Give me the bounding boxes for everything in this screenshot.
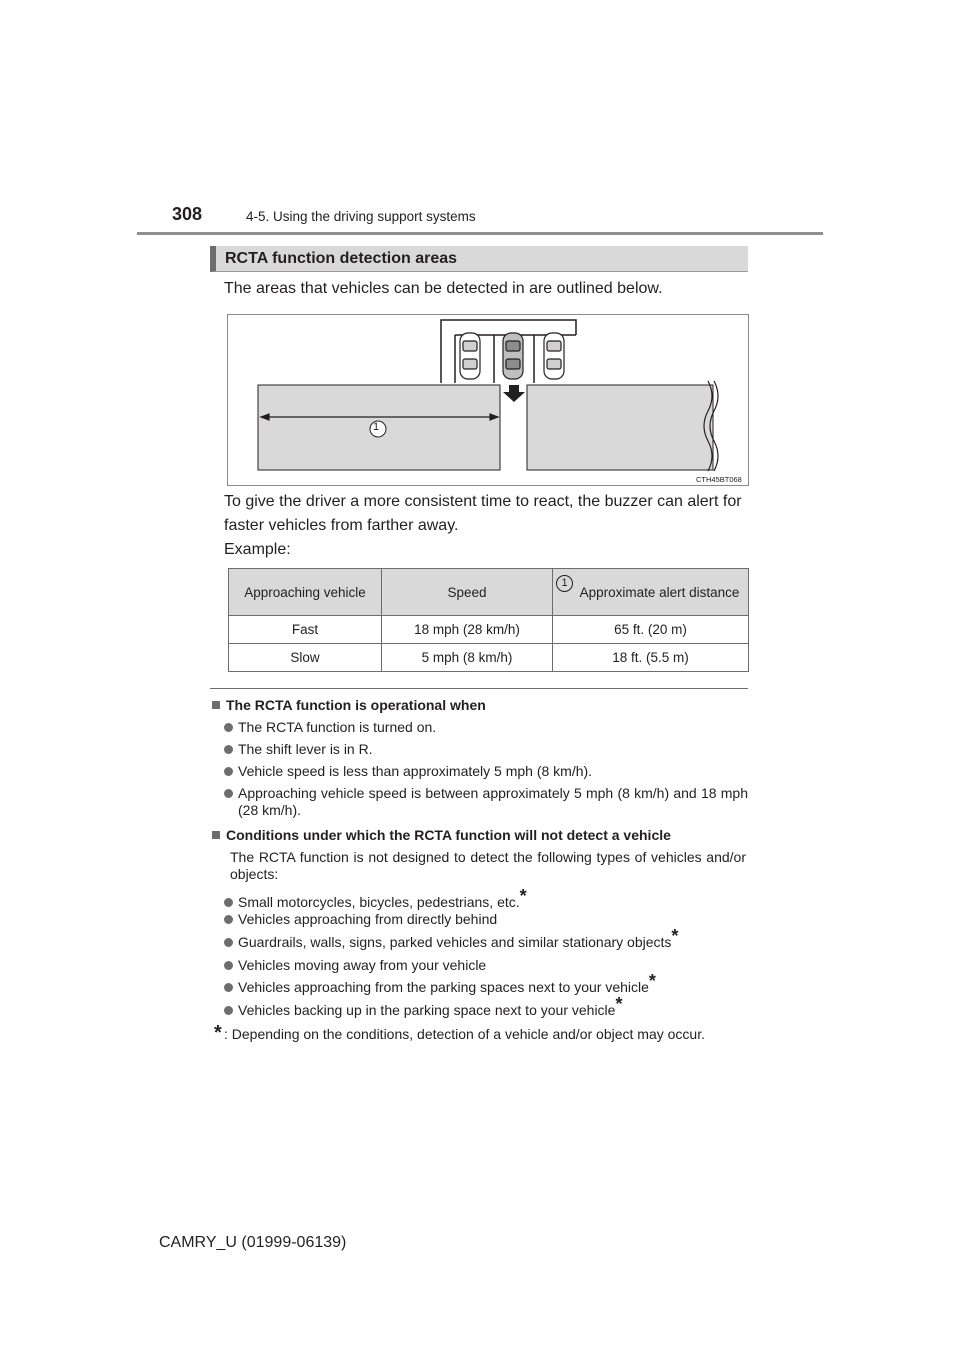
intro-text: The areas that vehicles can be detected in are outlined below. (224, 280, 663, 297)
col-header-distance-label: Approximate alert distance (579, 584, 740, 600)
chapter-title: 4-5. Using the driving support systems (246, 209, 476, 224)
bullet-icon (224, 983, 233, 992)
table-cell: 18 mph (28 km/h) (382, 616, 553, 644)
square-bullet-icon (212, 831, 220, 839)
list-item-text: The shift lever is in R. (238, 741, 373, 757)
col-header-vehicle: Approaching vehicle (229, 569, 382, 616)
list-item-text: Vehicles backing up in the parking space next to your vehicle (238, 1002, 616, 1018)
conditions-heading (212, 827, 671, 843)
page-number: 308 (172, 204, 203, 224)
bullet-icon (224, 745, 233, 754)
header-rule (137, 232, 823, 235)
bullet-icon (224, 789, 233, 798)
list-item (224, 957, 486, 973)
detection-area-figure (227, 314, 749, 486)
own-vehicle (503, 333, 523, 379)
footer-doc-id: CAMRY_U (01999-06139) (159, 1234, 347, 1251)
section-title: RCTA function detection areas (225, 250, 458, 267)
asterisk-mark: * (519, 886, 527, 906)
asterisk-mark: * (671, 926, 679, 946)
list-item (224, 994, 623, 1018)
list-item-text: Vehicles approaching from directly behind (238, 911, 498, 927)
bullet-icon (224, 723, 233, 732)
table-cell: 65 ft. (20 m) (553, 616, 749, 644)
bullet-icon (224, 938, 233, 947)
table-row (229, 644, 749, 672)
bullet-icon (224, 915, 233, 924)
callout-mark: 1 (556, 575, 573, 592)
list-item (224, 971, 656, 995)
list-item (224, 741, 373, 757)
list-item-text: Vehicle speed is less than approximately 5 mph (8 km/h). (238, 763, 593, 779)
list-item (224, 911, 497, 927)
operational-heading (212, 697, 486, 713)
bullet-icon (224, 898, 233, 907)
detection-area-right (527, 385, 713, 470)
col-header-speed: Speed (382, 569, 553, 616)
alert-distance-table (228, 568, 749, 672)
list-item (224, 886, 527, 910)
bullet-icon (224, 1006, 233, 1015)
list-item-text: Vehicles moving away from your vehicle (238, 957, 487, 973)
table-cell: Slow (229, 644, 382, 672)
list-item (224, 926, 679, 950)
square-bullet-icon (212, 701, 220, 709)
footnote (214, 1022, 746, 1044)
list-item (224, 763, 592, 779)
reverse-arrow (503, 385, 525, 402)
bullet-icon (224, 767, 233, 776)
table-cell: Fast (229, 616, 382, 644)
detection-area-diagram (228, 315, 748, 485)
list-item-text: Vehicles approaching from the parking spaces next to your vehicle (238, 979, 649, 995)
asterisk-mark: * (648, 971, 656, 991)
table-row (229, 616, 749, 644)
list-item (224, 719, 436, 735)
section-heading (210, 246, 748, 272)
list-item-text: Small motorcycles, bicycles, pedestrians, etc. (238, 894, 520, 910)
conditions-title: Conditions under which the RCTA function will not detect a vehicle (226, 827, 671, 843)
bullet-icon (224, 961, 233, 970)
table-cell: 18 ft. (5.5 m) (553, 644, 749, 672)
table-cell: 5 mph (8 km/h) (382, 644, 553, 672)
list-item-text: Guardrails, walls, signs, parked vehicles and similar stationary objects (238, 934, 672, 950)
list-item-text: Approaching vehicle speed is between approximately 5 mph (8 km/h) and 18 mph (28 km/h). (238, 785, 748, 818)
callout-1-label: 1 (373, 421, 380, 433)
parked-car-right (544, 333, 564, 379)
parked-car-left (460, 333, 480, 379)
table-header-row (229, 569, 749, 616)
col-header-distance (553, 569, 749, 616)
footnote-asterisk: * (214, 1022, 222, 1044)
asterisk-mark: * (615, 994, 623, 1014)
figure-code: CTH45BT068 (696, 475, 742, 484)
example-label: Example: (224, 541, 291, 558)
footnote-text: : Depending on the conditions, detection of a vehicle and/or object may occur. (224, 1026, 705, 1042)
list-item-text: The RCTA function is turned on. (238, 719, 437, 735)
conditions-intro: The RCTA function is not designed to detect the following types of vehicles and/or objects: (230, 849, 746, 882)
alert-paragraph: To give the driver a more consistent time to react, the buzzer can alert for faster vehicles from farther away. (224, 493, 742, 534)
operational-title: The RCTA function is operational when (226, 697, 486, 713)
list-item (224, 785, 748, 819)
section-rule (210, 688, 748, 689)
